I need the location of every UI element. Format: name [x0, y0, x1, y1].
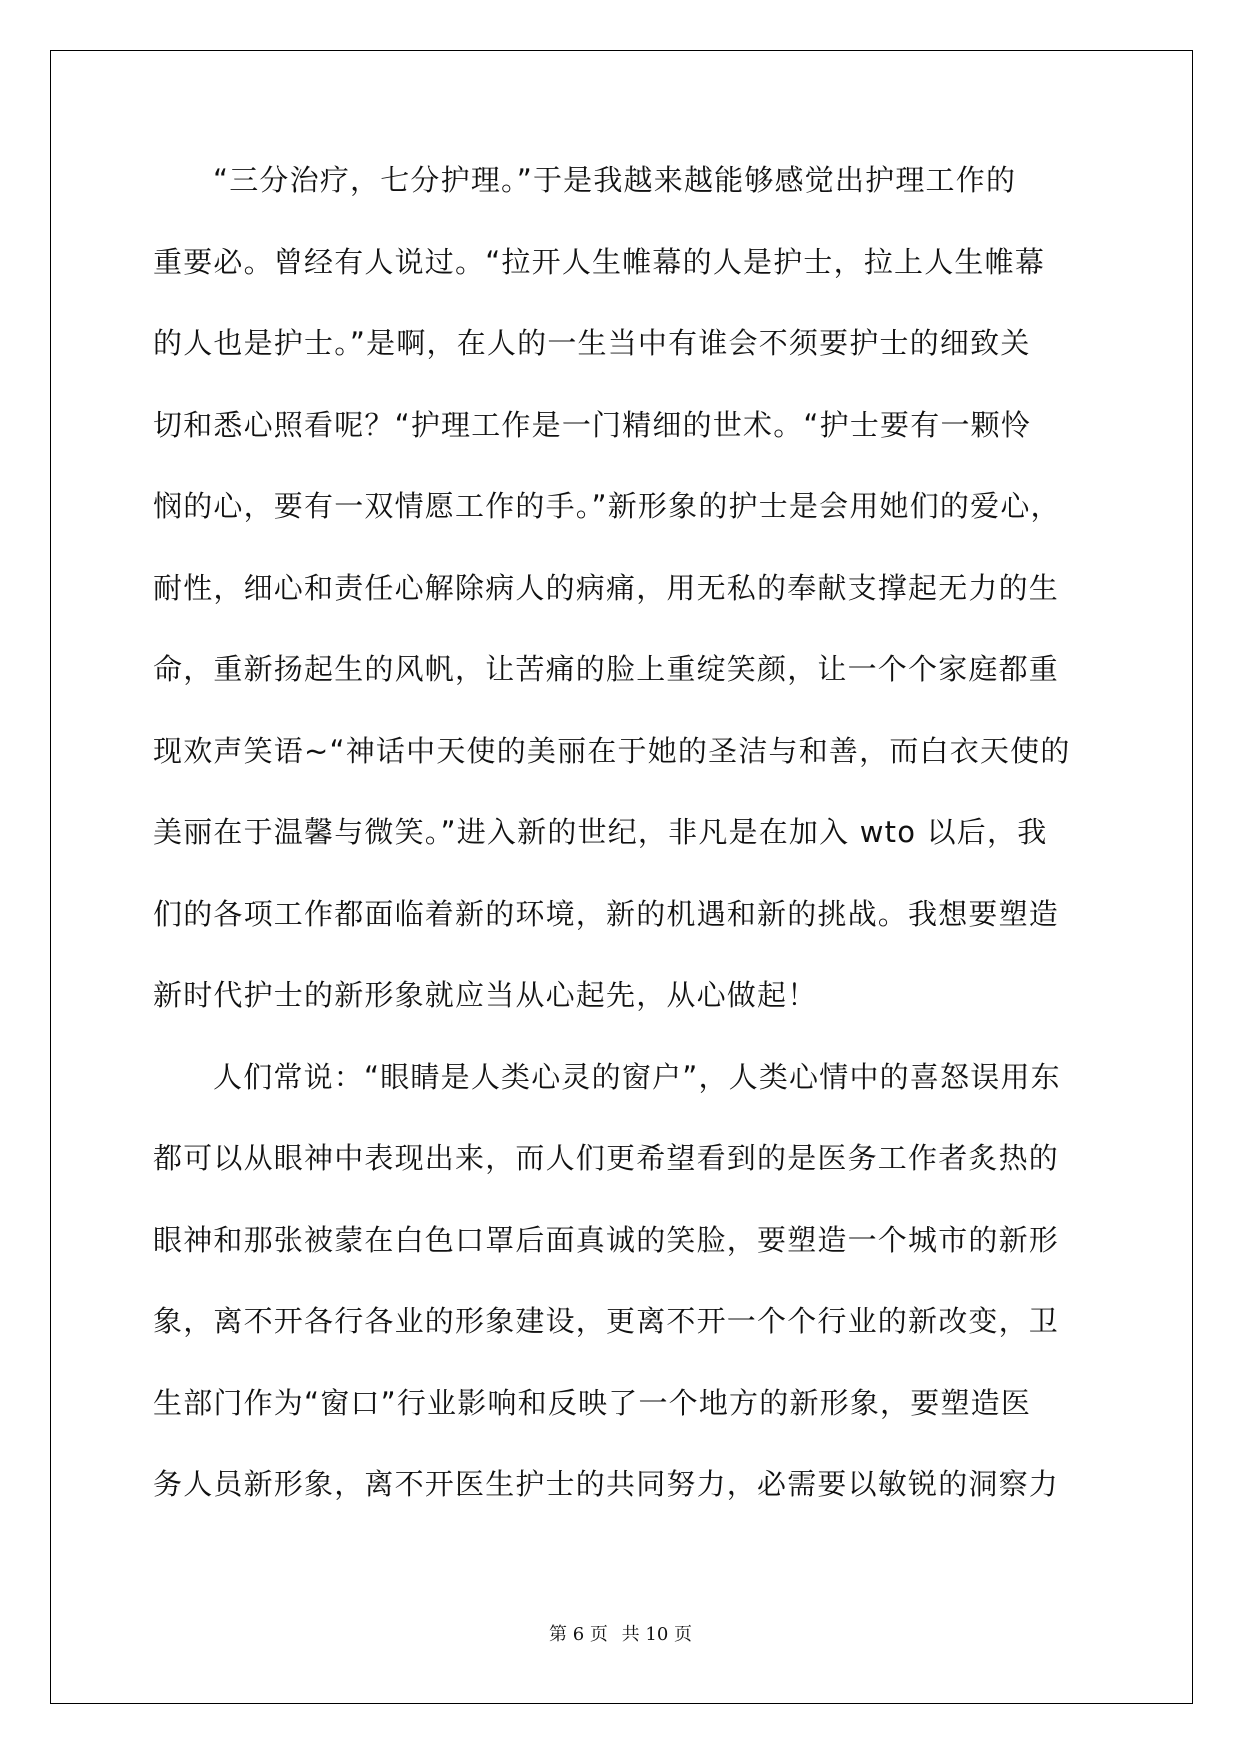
- text-line: 切和悉心照看呢？“护理工作是一门精细的世术。“护士要有一颗怜: [153, 407, 1032, 442]
- text-line: 现欢声笑语~“神话中天使的美丽在于她的圣洁与和善，而白衣天使的: [153, 733, 1071, 768]
- text-line: 眼神和那张被蒙在白色口罩后面真诚的笑脸，要塑造一个城市的新形: [153, 1222, 1060, 1257]
- text-line: 象，离不开各行各业的形象建设，更离不开一个个行业的新改变，卫: [153, 1304, 1060, 1338]
- text-line: 重要必。曾经有人说过。“拉开人生帷幕的人是护士，拉上人生帷幕: [153, 244, 1046, 279]
- text-line: 务人员新形象，离不开医生护士的共同努力，必需要以敏锐的洞察力: [153, 1467, 1060, 1501]
- text-line: 美丽在于温馨与微笑。”进入新的世纪，非凡是在加入 wto 以后，我: [153, 815, 1048, 849]
- paragraph-1: [153, 155, 1093, 1052]
- document-body: [153, 155, 1093, 1541]
- text-line: 的人也是护士。”是啊，在人的一生当中有谁会不须要护士的细致关: [153, 326, 1031, 360]
- paragraph-2: [153, 1052, 1093, 1541]
- page-number: 第 6 页: [549, 1624, 608, 1645]
- text-line: 新时代护士的新形象就应当从心起先，从心做起！: [153, 978, 818, 1012]
- text-line: 耐性，细心和责任心解除病人的病痛，用无私的奉献支撑起无力的生: [153, 570, 1060, 605]
- text-line: 都可以从眼神中表现出来，而人们更希望看到的是医务工作者炙热的: [153, 1141, 1060, 1175]
- page-total: 共 10 页: [621, 1624, 692, 1645]
- text-line: 们的各项工作都面临着新的环境，新的机遇和新的挑战。我想要塑造: [153, 896, 1060, 931]
- text-line: 命，重新扬起生的风帆，让苦痛的脸上重绽笑颜，让一个个家庭都重: [153, 652, 1060, 686]
- text-line: 悯的心，要有一双情愿工作的手。”新形象的护士是会用她们的爱心，: [153, 489, 1061, 523]
- text-line: 人们常说：“眼睛是人类心灵的窗户”，人类心情中的喜怒误用东: [213, 1059, 1061, 1094]
- text-line: 生部门作为“窗口”行业影响和反映了一个地方的新形象，要塑造医: [153, 1385, 1032, 1420]
- text-line: “三分治疗，七分护理。”于是我越来越能够感觉出护理工作的: [213, 163, 1017, 197]
- page-footer: [0, 1620, 1241, 1646]
